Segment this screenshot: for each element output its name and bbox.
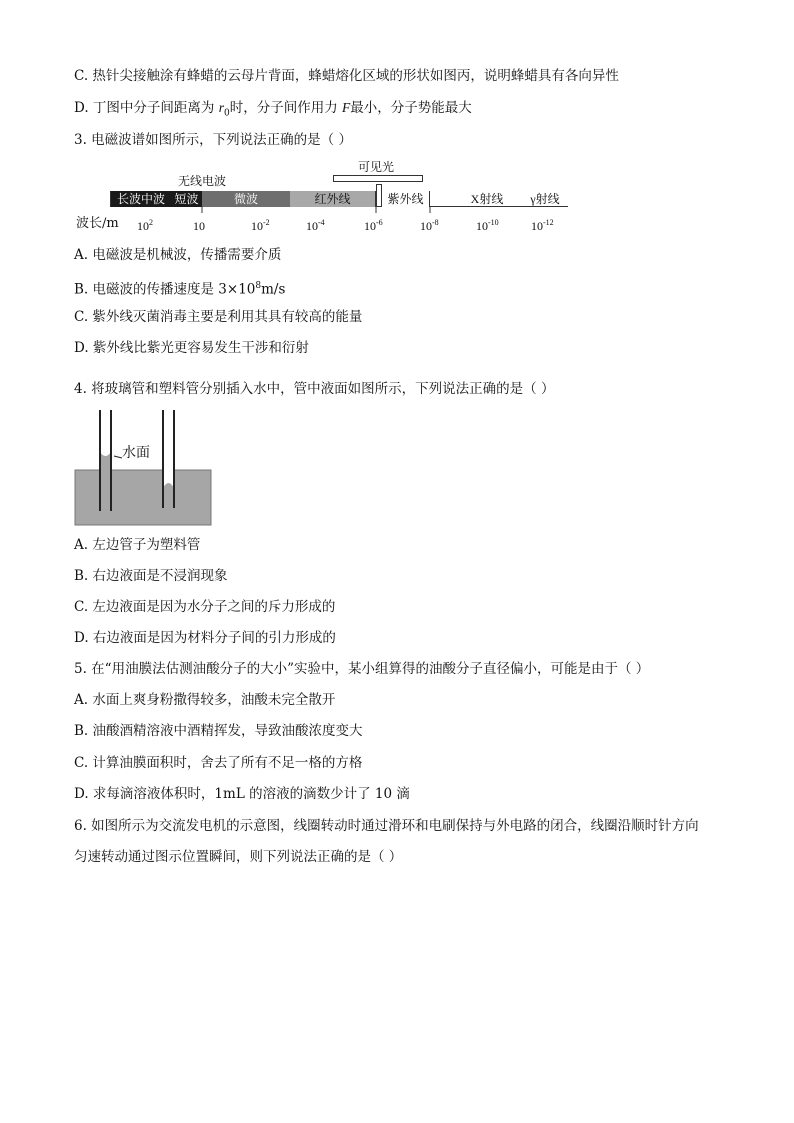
- tick-exp: 2: [149, 218, 153, 227]
- q4-option-d: D. 右边液面是因为材料分子间的引力形成的: [74, 630, 336, 646]
- tick-base: 10: [306, 219, 318, 233]
- water-surface-label: 水面: [122, 445, 150, 461]
- tick-base: 10: [137, 219, 149, 233]
- q2d-text-3: 最小，分子势能最大: [350, 100, 472, 116]
- tick-label-10-m2: [251, 218, 270, 234]
- q6-stem-line-1: 6. 如图所示为交流发电机的示意图，线圈转动时通过滑环和电刷保持与外电路的闭合，线圈沿顺时针方向: [74, 818, 699, 834]
- q3b-exponent: 8: [255, 281, 262, 291]
- q3-option-b: [74, 277, 285, 299]
- tick-label-10-m10: [476, 218, 499, 234]
- visible-light-label: 可见光: [358, 160, 395, 174]
- tick-base: 10: [476, 219, 488, 233]
- tick-label-10-m8: [420, 218, 439, 234]
- tick-base: 10: [531, 219, 543, 233]
- band-micro: 微波: [202, 191, 290, 207]
- q5-option-d: D. 求每滴溶液体积时，1mL 的溶液的滴数少计了 10 滴: [74, 786, 410, 802]
- q6-stem-line-2: 匀速转动通过图示位置瞬间，则下列说法正确的是（ ）: [74, 849, 403, 865]
- tick-base: 10: [251, 219, 263, 233]
- q2d-subscript: 0: [223, 108, 230, 119]
- tick-label-10: [193, 218, 205, 234]
- capillary-drawing: [74, 408, 214, 528]
- radio-wave-label: 无线电波: [178, 174, 227, 188]
- q4-stem: 4. 将玻璃管和塑料管分别插入水中，管中液面如图所示，下列说法正确的是（ ）: [74, 381, 555, 397]
- q5-option-b: B. 油酸酒精溶液中酒精挥发，导致油酸浓度变大: [74, 723, 363, 739]
- q3b-text-1: B. 电磁波的传播速度是 3×10: [74, 281, 256, 298]
- band-short: 短波: [171, 191, 202, 207]
- band-infrared: 红外线: [290, 191, 376, 207]
- tick-exp: -10: [488, 218, 499, 227]
- q2d-symbol-f: F: [342, 100, 351, 115]
- q2d-text-2: 时，分子间作用力: [229, 100, 343, 116]
- q3-option-c: C. 紫外线灭菌消毒主要是利用其具有较高的能量: [74, 309, 363, 325]
- tick-base: 10: [420, 219, 432, 233]
- q4-option-b: B. 右边液面是不浸润现象: [74, 568, 228, 584]
- tick-exp: -12: [543, 218, 554, 227]
- tick-exp: -4: [318, 218, 325, 227]
- q4-option-c: C. 左边液面是因为水分子之间的斥力形成的: [74, 599, 336, 615]
- water-label-pointer: [114, 456, 122, 458]
- q2-option-c: C. 热针尖接触涂有蜂蜡的云母片背面，蜂蜡熔化区域的形状如图丙，说明蜂蜡具有各向异性: [74, 68, 619, 84]
- capillary-diagram: [74, 408, 214, 528]
- band-xray: X射线: [470, 192, 504, 206]
- q5-stem: 5. 在“用油膜法估测油酸分子的大小”实验中，某小组算得的油酸分子直径偏小，可能是由于（ ）: [74, 661, 650, 677]
- q3-option-a: A. 电磁波是机械波，传播需要介质: [74, 247, 282, 263]
- wavelength-axis-label: 波长/m: [76, 216, 119, 231]
- water-body: [75, 470, 211, 525]
- q4-option-a: A. 左边管子为塑料管: [74, 537, 201, 553]
- tick-base: 10: [364, 219, 376, 233]
- spectrum-tick-marks: [0, 0, 794, 240]
- tick-exp: -8: [432, 218, 439, 227]
- q3-stem: 3. 电磁波谱如图所示，下列说法正确的是（ ）: [74, 132, 352, 148]
- q5-option-a: A. 水面上爽身粉撒得较多，油酸未完全散开: [74, 692, 336, 708]
- tick-label-10-2: [137, 218, 153, 234]
- q2d-symbol-r: r: [218, 100, 224, 115]
- tick-exp: -2: [263, 218, 270, 227]
- q2d-text-1: D. 丁图中分子间距离为: [74, 100, 219, 116]
- tick-exp: -6: [376, 218, 383, 227]
- tick-label-10-m4: [306, 218, 325, 234]
- tick-label-10-m6: [364, 218, 383, 234]
- band-gamma: γ射线: [530, 192, 560, 206]
- tick-base: 10: [193, 219, 205, 233]
- q5-option-c: C. 计算油膜面积时，舍去了所有不足一格的方格: [74, 755, 363, 771]
- tick-label-10-m12: [531, 218, 554, 234]
- q3b-text-2: m/s: [261, 281, 286, 298]
- left-tube-liquid: [100, 452, 111, 511]
- band-ultraviolet: 紫外线: [382, 191, 429, 207]
- band-long-medium: 长波中波: [111, 191, 171, 207]
- right-tube-liquid: [163, 483, 174, 508]
- q3-option-d: D. 紫外线比紫光更容易发生干涉和衍射: [74, 340, 309, 356]
